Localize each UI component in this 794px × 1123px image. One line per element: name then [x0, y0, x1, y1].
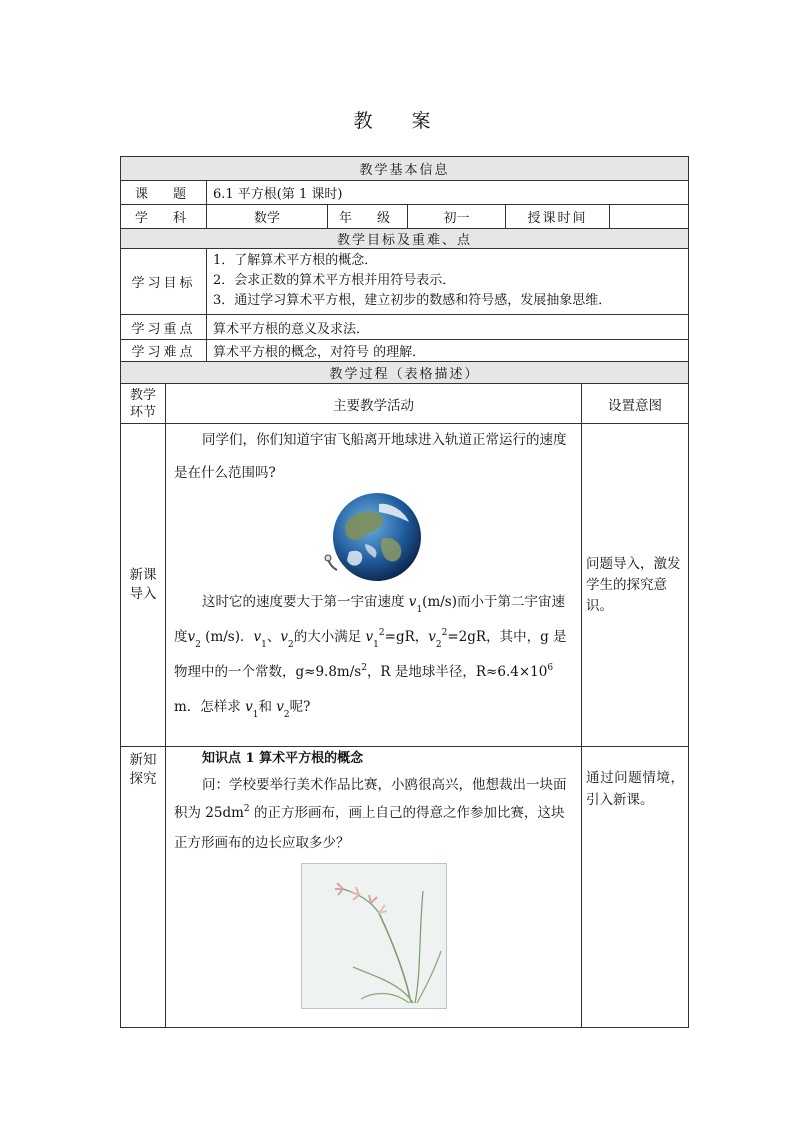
topic-label: 课 题	[121, 181, 207, 204]
key-label: 学习重点	[121, 315, 207, 339]
stage-explore-name: 新知探究	[129, 752, 157, 787]
goal-item: 2．会求正数的算术平方根并用符号表示．	[213, 273, 456, 288]
stage-explore-activity	[166, 747, 582, 1027]
objectives-header-row	[121, 229, 688, 249]
grade-value: 初一	[408, 205, 506, 228]
key-point-row	[121, 315, 688, 340]
time-value	[610, 205, 688, 228]
subject-label: 学 科	[121, 205, 207, 228]
explore-question: 问：学校要举行美术作品比赛，小鸥很高兴，他想裁出一块面积为 $25dm^2$ 的正方形画布，画上自己的得意之作参加比赛，这块正方形画布的边长应取多少？	[174, 777, 567, 851]
topic-value: 6.1 平方根(第 1 课时)	[213, 187, 343, 202]
page-title: 教 案	[353, 110, 441, 132]
subject-value: 数学	[207, 205, 328, 228]
stage-intro-row	[121, 424, 688, 747]
lesson-plan-table	[120, 156, 689, 1028]
topic-row	[121, 181, 688, 205]
goals-row	[121, 249, 688, 315]
flower-image	[174, 863, 573, 1009]
stage-explore-row	[121, 747, 688, 1027]
time-label: 授课时间	[506, 205, 610, 228]
stage-explore-intent: 通过问题情境，引入新课。	[586, 770, 684, 808]
difficulty-label: 学习难点	[121, 340, 207, 361]
stage-intro-activity	[166, 424, 582, 746]
stage-intro-intent: 问题导入，激发学生的探究意识。	[586, 555, 681, 614]
difficulty-row	[121, 340, 688, 362]
objectives-header: 教学目标及重难、点	[121, 229, 688, 248]
intro-paragraph-1: 同学们，你们知道宇宙飞船离开地球进入轨道正常运行的速度是在什么范围吗?	[174, 432, 567, 481]
key-value: 算术平方根的意义及求法．	[213, 321, 370, 337]
stage-intro-name: 新课导入	[129, 567, 157, 602]
basic-info-header-row	[121, 157, 688, 181]
col-activity-header: 主要教学活动	[166, 384, 582, 423]
goals-list	[207, 249, 688, 314]
flower-painting-icon	[301, 863, 447, 1009]
col-intent-header: 设置意图	[608, 397, 662, 414]
earth-image	[174, 490, 573, 586]
process-columns-row	[121, 384, 688, 424]
goal-item: 1．了解算术平方根的概念．	[213, 253, 378, 268]
basic-info-header: 教学基本信息	[121, 157, 688, 180]
goal-label: 学习目标	[121, 249, 207, 314]
goal-item: 3．通过学习算术平方根，建立初步的数感和符号感，发展抽象思维．	[213, 293, 612, 308]
process-header-row	[121, 362, 688, 384]
difficulty-value: 算术平方根的概念，对符号 的理解．	[213, 345, 426, 360]
col-stage-header: 教学环节	[129, 387, 156, 420]
earth-globe-icon	[319, 492, 429, 582]
intro-paragraph-2: 这时它的速度要大于第一宇宙速度 $v_1(m/s)$而小于第二宇宙速度$v_2$ (m/s)．$v_1$、$v_2$的大小满足 $v_1^2=gR$，$v_2^2=2gR$，其中，g 是物理中的一个常数，$g\approx 9.8m/s^2$，R 是地球半径，$R\approx 6.4\times 10^6$ m．怎样求 $v_1$和 $v_2$呢?	[174, 594, 567, 720]
knowledge-point-title: 知识点 1 算术平方根的概念	[202, 751, 364, 766]
subject-row	[121, 205, 688, 229]
process-header: 教学过程（表格描述）	[121, 362, 688, 383]
grade-label: 年 级	[328, 205, 408, 228]
